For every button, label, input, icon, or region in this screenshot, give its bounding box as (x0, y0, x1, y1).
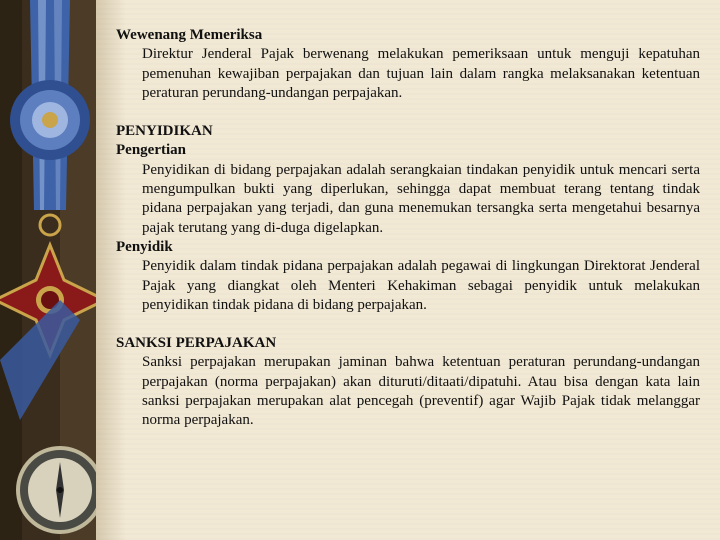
spacer (116, 103, 700, 122)
subsection-title-penyidik: Penyidik (116, 238, 173, 255)
section-title-wewenang: Wewenang Memeriksa (116, 27, 263, 43)
subsection-title-pengertian: Pengertian (116, 142, 186, 159)
medal-illustration (0, 0, 100, 540)
document-content (116, 26, 700, 431)
subsection-body-pengertian: Penyidikan di bidang perpajakan adalah serangkaian tindakan penyidik untuk mencari serta mengumpulkan bukti yang diperlukan, sehingga dapat membuat terang tentang tindak pidana perpajakan yang terjadi, dan guna menemukan tersangka serta mengetahui besarnya pajak terutang yang di-duga digelapkan. (142, 161, 700, 236)
section-body-wewenang: Direktur Jenderal Pajak berwenang melakukan pemeriksaan untuk menguji kepatuhan pemenuhan kewajiban perpajakan dan tujuan lain dalam rangka melaksanakan ketentuan peraturan perundang-undangan perpajakan. (142, 46, 700, 101)
section-title-sanksi: SANKSI PERPAJAKAN (116, 335, 277, 352)
spacer (116, 315, 700, 334)
decorative-medal-image (0, 0, 100, 540)
section-title-penyidikan: PENYIDIKAN (116, 123, 213, 140)
subsection-body-penyidik: Penyidik dalam tindak pidana perpajakan adalah pegawai di lingkungan Direktorat Jenderal Pajak yang diangkat oleh Menteri Kehakiman sebagai penyidik untuk melakukan penyidikan tindak pidana di bidang perpajakan. (142, 258, 700, 313)
section-body-sanksi: Sanksi perpajakan merupakan jaminan bahwa ketentuan peraturan perundang-undangan perpajakan (norma perpajakan) akan dituruti/ditaati/dipatuhi. Atau bisa dengan kata lain sanksi perpajakan merupakan alat pencegah (preventif) agar Wajib Pajak tidak melanggar norma perpajakan. (142, 354, 700, 429)
